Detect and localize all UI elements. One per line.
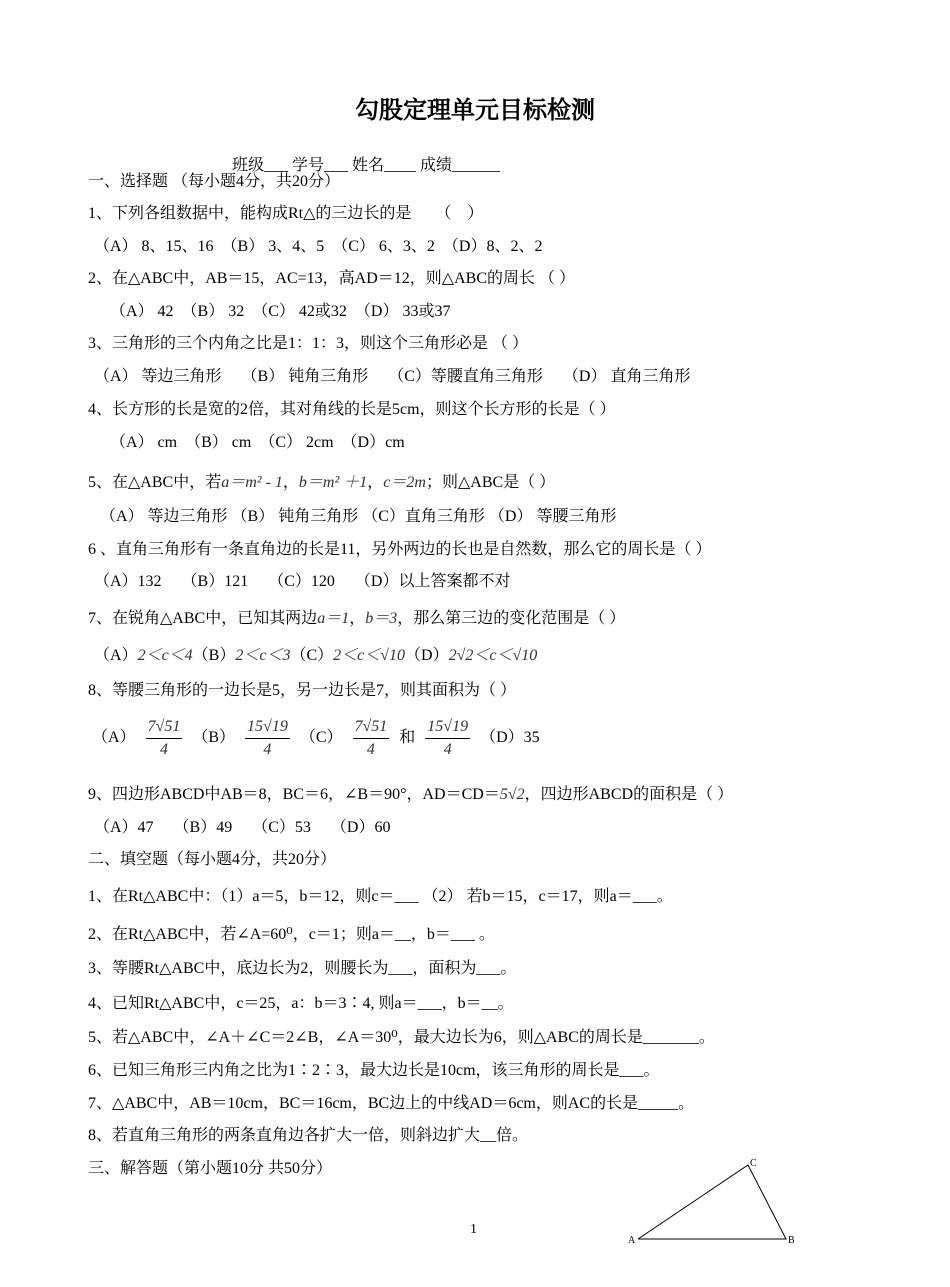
formula-b: b＝m² ＋1 (298, 474, 368, 491)
option-d-label: （D）35 (480, 729, 540, 747)
question-7-prefix: 7、在锐角△ABC中，已知其两边 (88, 610, 318, 627)
fill-5: 5、若△ABC中，∠A＋∠C＝2∠B，∠A＝30⁰，最大边长为6，则△ABC的周长是_______。 (88, 1029, 715, 1046)
formula-b-value: b＝3 (365, 610, 398, 627)
fraction-1: $\frac{7√51}{4}$ (147, 718, 181, 758)
question-3-options: （A） 等边三角形 （B） 钝角三角形 （C）等腰直角三角形 （D） 直角三角形 (94, 368, 691, 385)
and-label: 和 (399, 729, 416, 747)
fraction-2: $\frac{15√19}{4}$ (247, 718, 288, 758)
triangle-diagram (620, 1155, 800, 1255)
fraction-3: $\frac{7√51}{4}$ (354, 718, 388, 758)
question-9-prefix: 9、四边形ABCD中AB＝8，BC＝6，∠B＝90°，AD＝CD＝ (88, 786, 500, 803)
section-1-heading: 一、选择题 （每小题4分，共20分） (88, 173, 341, 190)
fill-8: 8、若直角三角形的两条直角边各扩大一倍，则斜边扩大__倍。 (88, 1127, 529, 1144)
fill-1: 1、在Rt△ABC中：（1）a＝5，b＝12，则c＝___ （2） 若b＝15，c＝17，则a＝___。 (88, 888, 673, 905)
vertex-c-label: C (750, 1158, 757, 1169)
option-d-formula: 2√2＜c＜√10 (448, 647, 538, 664)
formula-a: a＝m² - 1 (221, 474, 283, 491)
option-b-label: （B） (192, 647, 236, 664)
triangle-edges (638, 1165, 786, 1239)
option-a-label: （A） (94, 647, 138, 664)
vertex-b-label: B (788, 1235, 795, 1246)
fraction-4: $\frac{15√19}{4}$ (427, 718, 469, 758)
fill-7: 7、△ABC中，AB＝10cm，BC＝16cm，BC边上的中线AD＝6cm，则AC的长是_____。 (88, 1095, 695, 1112)
fill-2: 2、在Rt△ABC中，若∠A=60⁰，c＝1；则a＝__，b＝___ 。 (88, 926, 495, 943)
option-b-label: （B） (192, 729, 236, 747)
question-9 (88, 785, 733, 805)
question-2: 2、在△ABC中，AB＝15，AC=13，高AD＝12，则△ABC的周长 （ ） (88, 270, 575, 287)
question-4-options: （A） cm （B） cm （C） 2cm （D）cm (110, 434, 405, 451)
fill-3: 3、等腰Rt△ABC中，底边长为2，则腰长为___，面积为___。 (88, 960, 517, 977)
option-a-formula: 2＜c＜4 (137, 647, 193, 664)
question-5-options: （A） 等边三角形 （B） 钝角三角形 （C）直角三角形 （D） 等腰三角形 (100, 508, 617, 525)
question-6-options: （A）132 （B）121 （C）120 （D）以上答案都不对 (94, 573, 511, 590)
question-8-options (92, 716, 540, 761)
question-7: 7、在锐角△ABC中，已知其两边a＝1，b＝3，那么第三边的变化范围是（ ） (88, 610, 626, 627)
formula-a-value: a＝1 (317, 610, 350, 627)
option-b-formula: 2＜c＜3 (235, 647, 291, 664)
section-2-heading: 二、填空题（每小题4分，共20分） (88, 851, 337, 868)
formula-ad: 5√2 (499, 786, 525, 803)
vertex-a-label: A (628, 1235, 636, 1246)
question-1-options: （A） 8、15、16 （B） 3、4、5 （C） 6、3、2 （D）8、2、2 (94, 238, 543, 255)
option-c-formula: 2＜c＜√10 (333, 647, 406, 664)
question-7-options (94, 646, 537, 666)
question-3: 3、三角形的三个内角之比是1：1：3，则这个三角形必是 （ ） (88, 335, 529, 352)
question-1: 1、下列各组数据中，能构成Rt△的三边长的是 （ ） (88, 205, 484, 222)
question-7-suffix: ，那么第三边的变化范围是（ ） (397, 610, 626, 627)
option-a-label: （A） (92, 729, 136, 747)
option-c-label: （C） (299, 729, 343, 747)
student-info-line: 班级___ 学号___ 姓名____ 成绩______ (232, 157, 501, 174)
question-2-options: （A） 42 （B） 32 （C） 42或32 （D） 33或37 (110, 303, 451, 320)
section-3-heading: 三、解答题（第小题10分 共50分） (88, 1160, 333, 1177)
question-4: 4、长方形的长是宽的2倍，其对角线的长是5cm，则这个长方形的长是（ ） (88, 401, 616, 418)
question-5-prefix: 5、在△ABC中，若 (88, 474, 222, 491)
page-title: 勾股定理单元目标检测 (355, 96, 595, 124)
question-9-options: （A）47 （B）49 （C）53 （D）60 (94, 819, 391, 836)
question-6: 6 、直角三角形有一条直角边的长是11，另外两边的长也是自然数，那么它的周长是（ ） (88, 541, 712, 558)
question-9-suffix: ，四边形ABCD的面积是（ ） (524, 786, 734, 803)
fill-6: 6、已知三角形三内角之比为1∶2∶3，最大边长是10cm，该三角形的周长是___。 (88, 1062, 660, 1079)
formula-c: c＝2m (383, 474, 426, 491)
question-5: 5、在△ABC中，若a＝m² - 1，b＝m² ＋1，c＝2m；则△ABC是（ ） (88, 474, 556, 491)
option-c-label: （C） (290, 647, 334, 664)
question-8: 8、等腰三角形的一边长是5，另一边长是7，则其面积为（ ） (88, 682, 517, 699)
option-d-label: （D） (405, 647, 449, 664)
question-5-suffix: ；则△ABC是（ ） (425, 474, 556, 491)
page-number: 1 (470, 1222, 477, 1237)
fill-4: 4、已知Rt△ABC中，c＝25，a：b＝3∶4, 则a＝___，b＝__。 (88, 995, 514, 1012)
